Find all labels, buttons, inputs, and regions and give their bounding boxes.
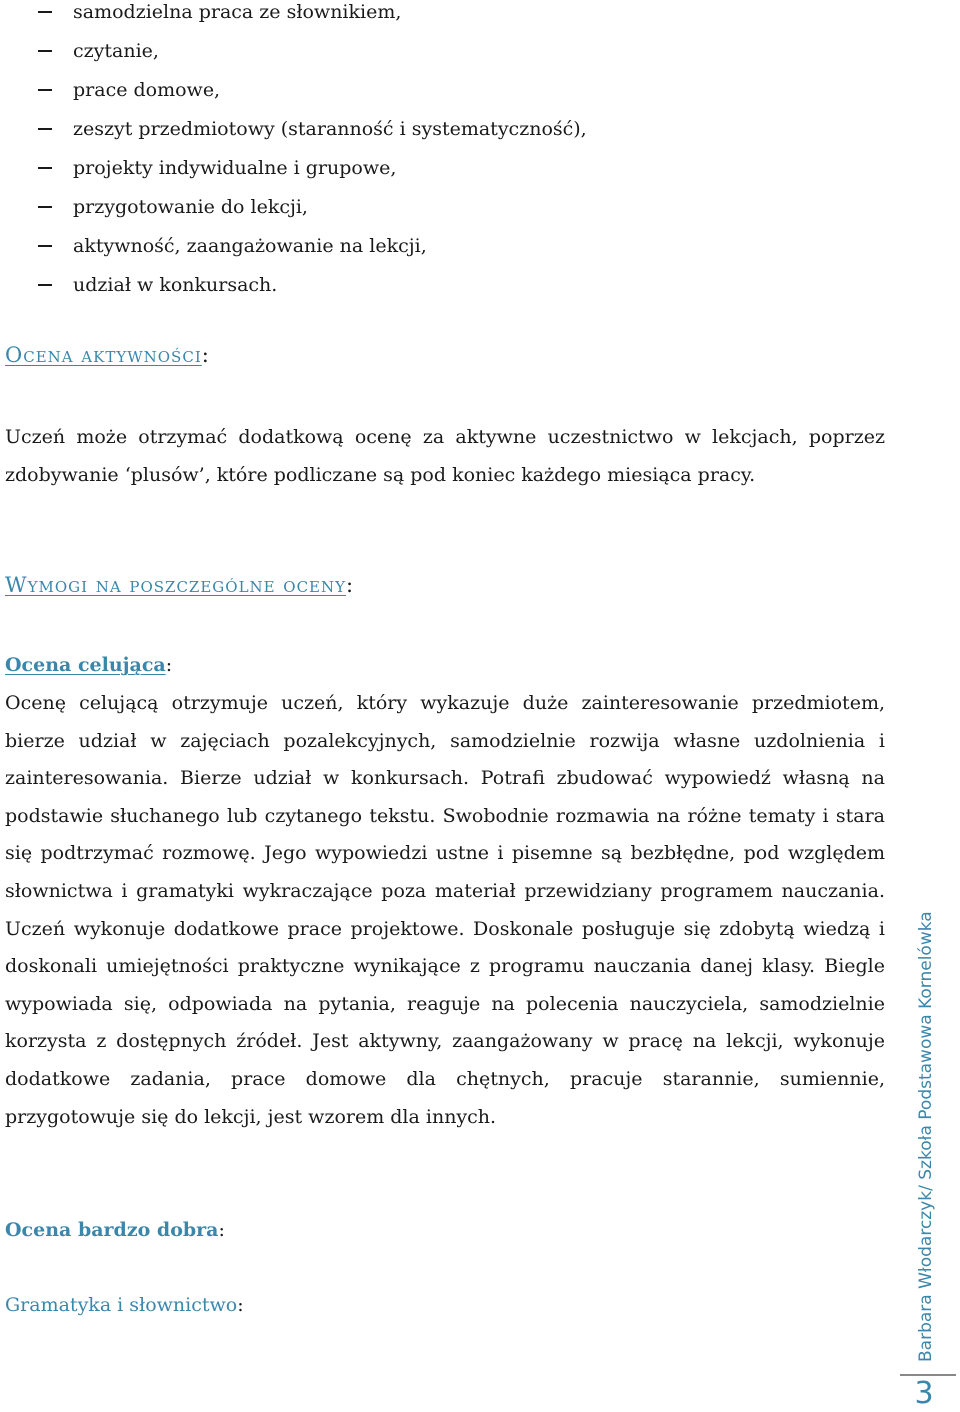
paragraph-activity: Uczeń może otrzymać dodatkową ocenę za aktywne uczestnictwo w lekcjach, poprzez zdobywanie ‘plusów’, które podliczane są pod koniec każdego miesiąca pracy. xyxy=(5,426,885,486)
dash-bullet-icon xyxy=(38,284,52,286)
subheading-grade-excellent: Ocena celująca: xyxy=(5,654,173,676)
paragraph-grade-excellent: Ocenę celującą otrzymuje uczeń, który wykazuje duże zainteresowanie przedmiotem, bierze udział w zajęciach pozalekcyjnych, samodzielnie rozwija własne uzdolnienia i zainteresowania. Bierze udział w konkursach. Potrafi zbudować wypowiedź własną na podstawie słuchanego lub czytanego tekstu. Swobodnie rozmawia na różne tematy i stara się podtrzymać rozmowę. Jego wypowiedzi ustne i pisemne są bezbłędne, pod względem słownictwa i gramatyki wykraczające poza materiał przewidziany programem nauczania. Uczeń wykonuje dodatkowe prace projektowe. Doskonale posługuje się zdobytą wiedzą i doskonali umiejętności praktyczne wynikające z programu nauczania danej klasy. Biegle wypowiada się, odpowiada na pytania, reaguje na polecenia nauczyciela, samodzielnie korzysta z dostępnych źródeł. Jest aktywny, zaangażowany w pracę na lekcji, wykonuje dodatkowe zadania, prace domowe dla chętnych, pracuje starannie, sumiennie, przygotowuje się do lekcji, jest wzorem dla innych. xyxy=(5,692,885,1128)
list-item: prace domowe, xyxy=(0,78,700,102)
list-item: projekty indywidualne i grupowe, xyxy=(0,156,700,180)
dash-bullet-icon xyxy=(38,167,52,169)
heading-activity: Ocena aktywności: xyxy=(5,343,210,367)
subheading-grammar-vocabulary: Gramatyka i słownictwo: xyxy=(5,1294,244,1316)
subheading-grade-very-good: Ocena bardzo dobra: xyxy=(5,1219,225,1241)
list-item: przygotowanie do lekcji, xyxy=(0,195,700,219)
list-item: czytanie, xyxy=(0,39,700,63)
heading-requirements: Wymogi na poszczególne oceny: xyxy=(5,573,355,597)
dash-bullet-icon xyxy=(38,11,52,13)
dash-bullet-icon xyxy=(38,206,52,208)
page-number: 3 xyxy=(914,1376,934,1411)
dash-bullet-icon xyxy=(38,89,52,91)
list-item: aktywność, zaangażowanie na lekcji, xyxy=(0,234,700,258)
footer-author: Barbara Włodarczyk/ Szkoła Podstawowa Kornelówka xyxy=(916,911,936,1362)
dash-bullet-icon xyxy=(38,128,52,130)
dash-bullet-icon xyxy=(38,50,52,52)
list-item: zeszyt przedmiotowy (staranność i systematyczność), xyxy=(0,117,700,141)
list-item: udział w konkursach. xyxy=(0,273,700,297)
list-item: samodzielna praca ze słownikiem, xyxy=(0,0,700,24)
dash-bullet-icon xyxy=(38,245,52,247)
